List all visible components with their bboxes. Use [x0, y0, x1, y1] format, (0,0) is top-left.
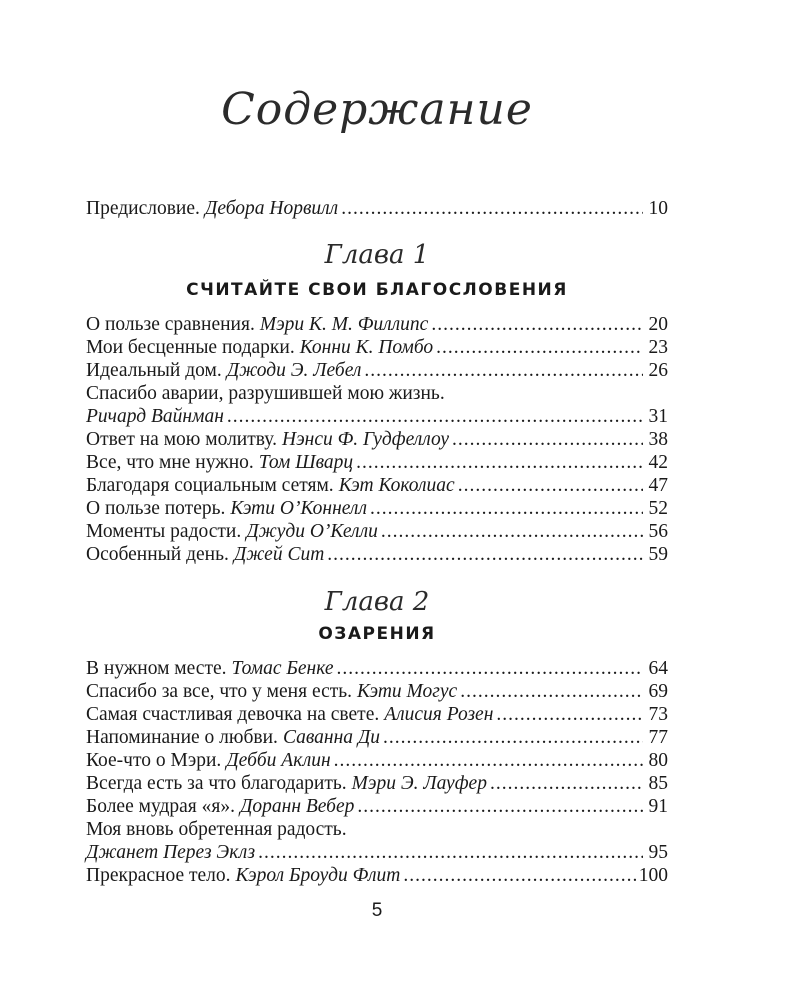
chapter-2-title: ОЗАРЕНИЯ: [318, 624, 436, 644]
toc-entry[interactable]: [86, 841, 668, 865]
entry-page: 64: [648, 658, 668, 679]
entry-author: Кэти О’Коннелл: [230, 498, 367, 519]
entry-page: 73: [648, 704, 668, 725]
entry-author: Мэри К. М. Филлипс: [259, 314, 429, 335]
toc-entry[interactable]: [86, 726, 668, 750]
entry-title: Мои бесценные подарки.: [86, 337, 295, 358]
entry-title: Кое-что о Мэри.: [86, 750, 222, 771]
entry-page: 52: [648, 498, 668, 519]
leader-dots: [436, 336, 643, 360]
toc-entry[interactable]: [86, 749, 668, 773]
leader-dots: [341, 197, 643, 221]
toc-entry[interactable]: [86, 497, 668, 521]
entry-author: Кэт Коколиас: [338, 475, 455, 496]
entry-title: Моменты радости.: [86, 521, 242, 542]
toc-entry[interactable]: [86, 657, 668, 681]
entry-title: Прекрасное тело.: [86, 865, 231, 886]
entry-title: Моя вновь обретенная радость.: [86, 819, 347, 840]
entry-page: 38: [648, 429, 668, 450]
toc-entry[interactable]: [86, 405, 668, 429]
entry-page: 10: [648, 198, 668, 219]
entry-title: Напоминание о любви.: [86, 727, 278, 748]
chapter-2-label: Глава 2: [324, 587, 430, 617]
toc-entry-title-line[interactable]: [86, 818, 668, 842]
entry-author: Дебора Норвилл: [204, 198, 339, 219]
toc-entry[interactable]: [86, 864, 668, 888]
entry-page: 47: [648, 475, 668, 496]
entry-title: Ответ на мою молитву.: [86, 429, 277, 450]
leader-dots: [431, 313, 643, 337]
entry-page: 91: [648, 796, 668, 817]
entry-page: 20: [648, 314, 668, 335]
toc-entry[interactable]: [86, 451, 668, 475]
leader-dots: [334, 749, 643, 773]
entry-author: Дебби Аклин: [226, 750, 331, 771]
leader-dots: [458, 474, 643, 498]
entry-author: Том Шварц: [258, 452, 354, 473]
page-number: 5: [371, 900, 383, 921]
leader-dots: [370, 497, 643, 521]
entry-title: Благодаря социальным сетям.: [86, 475, 334, 496]
entry-author: Джанет Перез Эклз: [86, 842, 256, 863]
entry-title: О пользе потерь.: [86, 498, 226, 519]
toc-entry[interactable]: [86, 795, 668, 819]
toc-entry[interactable]: [86, 428, 668, 452]
entry-author: Ричард Вайнман: [86, 406, 224, 427]
leader-dots: [327, 543, 643, 567]
leader-dots: [452, 428, 643, 452]
toc-entry[interactable]: [86, 703, 668, 727]
entry-page: 56: [648, 521, 668, 542]
entry-title: Идеальный дом.: [86, 360, 222, 381]
entry-title: Спасибо аварии, разрушившей мою жизнь.: [86, 383, 445, 404]
entry-author: Нэнси Ф. Гудфеллоу: [281, 429, 450, 450]
toc-entry[interactable]: [86, 543, 668, 567]
entry-page: 100: [638, 865, 668, 886]
entry-author: Томас Бенке: [231, 658, 334, 679]
entry-author: Саванна Ди: [282, 727, 381, 748]
entry-author: Кэти Могус: [357, 681, 458, 702]
entry-author: Конни К. Помбо: [299, 337, 434, 358]
entry-page: 69: [648, 681, 668, 702]
leader-dots: [357, 795, 643, 819]
entry-page: 95: [648, 842, 668, 863]
entry-title: Предисловие.: [86, 198, 200, 219]
entry-title: Все, что мне нужно.: [86, 452, 254, 473]
page-title: Содержание: [221, 84, 533, 135]
toc-entry[interactable]: [86, 313, 668, 337]
entry-author: Алисия Розен: [384, 704, 494, 725]
leader-dots: [496, 703, 643, 727]
leader-dots: [403, 864, 635, 888]
chapter-1-title: СЧИТАЙТЕ СВОИ БЛАГОСЛОВЕНИЯ: [186, 280, 568, 300]
toc-entry-preface[interactable]: [86, 197, 668, 221]
entry-page: 80: [648, 750, 668, 771]
entry-title: Спасибо за все, что у меня есть.: [86, 681, 353, 702]
toc-entry[interactable]: [86, 772, 668, 796]
entry-author: Джей Сит: [233, 544, 325, 565]
leader-dots: [227, 405, 643, 429]
leader-dots: [383, 726, 643, 750]
toc-entry-title-line[interactable]: [86, 382, 668, 406]
entry-title: Самая счастливая девочка на свете.: [86, 704, 380, 725]
leader-dots: [258, 841, 643, 865]
entry-title: Особенный день.: [86, 544, 229, 565]
entry-page: 31: [648, 406, 668, 427]
leader-dots: [460, 680, 643, 704]
leader-dots: [356, 451, 643, 475]
entry-author: Джоди Э. Лебел: [226, 360, 362, 381]
entry-page: 42: [648, 452, 668, 473]
entry-author: Кэрол Броуди Флит: [235, 865, 401, 886]
toc-entry[interactable]: [86, 359, 668, 383]
entry-title: О пользе сравнения.: [86, 314, 255, 335]
entry-page: 85: [648, 773, 668, 794]
toc-entry[interactable]: [86, 680, 668, 704]
entry-author: Мэри Э. Лауфер: [351, 773, 487, 794]
entry-page: 59: [648, 544, 668, 565]
entry-author: Доранн Вебер: [239, 796, 355, 817]
leader-dots: [364, 359, 643, 383]
toc-entry[interactable]: [86, 520, 668, 544]
entry-title: Всегда есть за что благодарить.: [86, 773, 347, 794]
entry-title: Более мудрая «я».: [86, 796, 235, 817]
chapter-1-label: Глава 1: [324, 240, 430, 270]
toc-entry[interactable]: [86, 336, 668, 360]
leader-dots: [490, 772, 643, 796]
entry-page: 77: [648, 727, 668, 748]
entry-page: 26: [648, 360, 668, 381]
toc-entry[interactable]: [86, 474, 668, 498]
leader-dots: [381, 520, 643, 544]
leader-dots: [337, 657, 644, 681]
entry-page: 23: [648, 337, 668, 358]
entry-title: В нужном месте.: [86, 658, 227, 679]
entry-author: Джуди О’Келли: [246, 521, 378, 542]
